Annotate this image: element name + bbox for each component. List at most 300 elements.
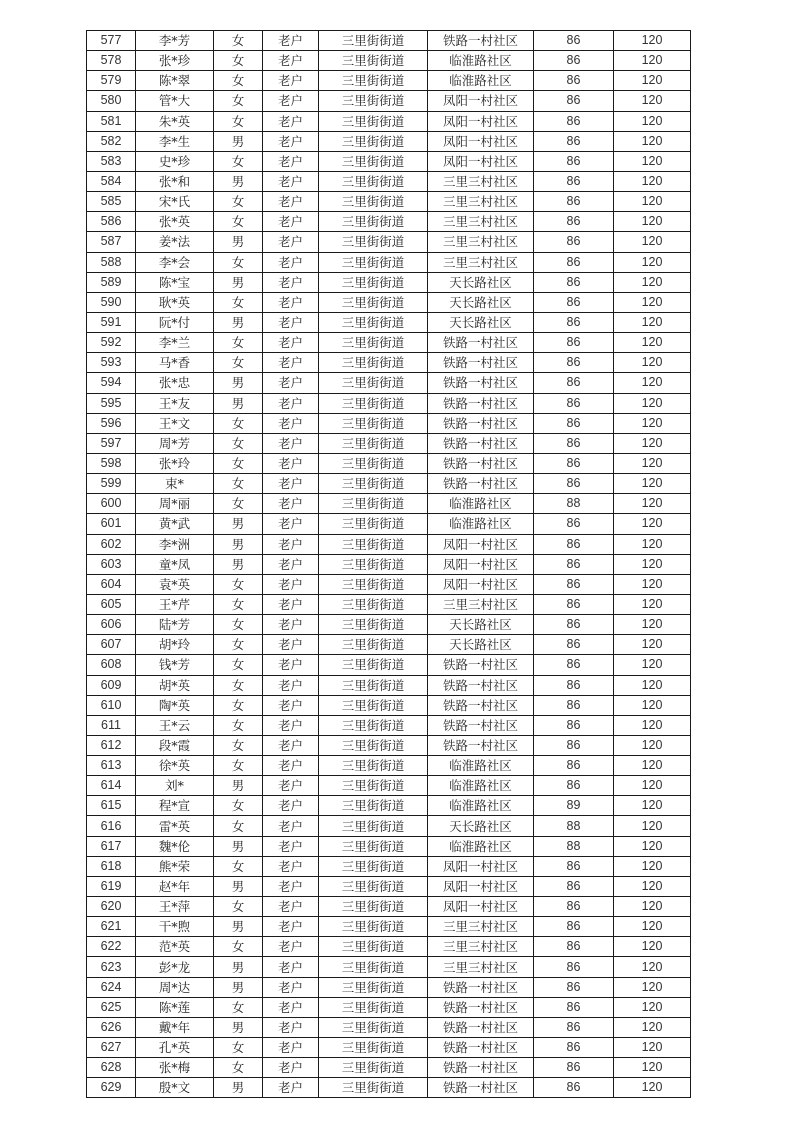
gender-cell: 女 (214, 937, 263, 957)
name-cell: 范*英 (136, 937, 214, 957)
name-cell: 赵*年 (136, 876, 214, 896)
community-cell: 三里三村社区 (428, 594, 534, 614)
name-cell: 熊*荣 (136, 856, 214, 876)
gender-cell: 女 (214, 997, 263, 1017)
amount-cell: 120 (614, 494, 691, 514)
community-cell: 天长路社区 (428, 272, 534, 292)
street-cell: 三里街街道 (319, 756, 428, 776)
name-cell: 张*玲 (136, 453, 214, 473)
name-cell: 李*兰 (136, 333, 214, 353)
row-number-cell: 619 (87, 876, 136, 896)
roster-table (86, 30, 691, 1098)
name-cell: 束* (136, 474, 214, 494)
name-cell: 张*珍 (136, 51, 214, 71)
age-cell: 86 (534, 957, 614, 977)
street-cell: 三里街街道 (319, 574, 428, 594)
community-cell: 天长路社区 (428, 292, 534, 312)
amount-cell: 120 (614, 252, 691, 272)
community-cell: 铁路一村社区 (428, 997, 534, 1017)
age-cell: 86 (534, 31, 614, 51)
community-cell: 三里三村社区 (428, 252, 534, 272)
age-cell: 86 (534, 453, 614, 473)
community-cell: 铁路一村社区 (428, 474, 534, 494)
table-row (87, 695, 691, 715)
gender-cell: 男 (214, 373, 263, 393)
age-cell: 86 (534, 91, 614, 111)
age-cell: 86 (534, 856, 614, 876)
street-cell: 三里街街道 (319, 373, 428, 393)
community-cell: 铁路一村社区 (428, 393, 534, 413)
street-cell: 三里街街道 (319, 252, 428, 272)
street-cell: 三里街街道 (319, 333, 428, 353)
gender-cell: 男 (214, 1017, 263, 1037)
age-cell: 88 (534, 836, 614, 856)
age-cell: 86 (534, 574, 614, 594)
name-cell: 程*宣 (136, 796, 214, 816)
age-cell: 86 (534, 151, 614, 171)
table-row (87, 1078, 691, 1098)
gender-cell: 女 (214, 252, 263, 272)
name-cell: 段*霞 (136, 735, 214, 755)
amount-cell: 120 (614, 312, 691, 332)
row-number-cell: 609 (87, 675, 136, 695)
household-type-cell: 老户 (263, 957, 319, 977)
amount-cell: 120 (614, 71, 691, 91)
name-cell: 干*煦 (136, 917, 214, 937)
amount-cell: 120 (614, 554, 691, 574)
row-number-cell: 610 (87, 695, 136, 715)
household-type-cell: 老户 (263, 151, 319, 171)
age-cell: 86 (534, 212, 614, 232)
table-row (87, 735, 691, 755)
table-row (87, 514, 691, 534)
gender-cell: 女 (214, 433, 263, 453)
table-row (87, 353, 691, 373)
amount-cell: 120 (614, 333, 691, 353)
name-cell: 阮*付 (136, 312, 214, 332)
household-type-cell: 老户 (263, 111, 319, 131)
gender-cell: 男 (214, 1078, 263, 1098)
age-cell: 86 (534, 353, 614, 373)
table-row (87, 836, 691, 856)
street-cell: 三里街街道 (319, 232, 428, 252)
table-row (87, 474, 691, 494)
row-number-cell: 613 (87, 756, 136, 776)
name-cell: 钱*芳 (136, 655, 214, 675)
age-cell: 86 (534, 675, 614, 695)
street-cell: 三里街街道 (319, 957, 428, 977)
street-cell: 三里街街道 (319, 212, 428, 232)
community-cell: 凤阳一村社区 (428, 897, 534, 917)
age-cell: 86 (534, 71, 614, 91)
gender-cell: 女 (214, 675, 263, 695)
street-cell: 三里街街道 (319, 192, 428, 212)
age-cell: 88 (534, 494, 614, 514)
community-cell: 凤阳一村社区 (428, 534, 534, 554)
table-row (87, 635, 691, 655)
table-row (87, 917, 691, 937)
street-cell: 三里街街道 (319, 91, 428, 111)
household-type-cell: 老户 (263, 836, 319, 856)
community-cell: 铁路一村社区 (428, 675, 534, 695)
household-type-cell: 老户 (263, 192, 319, 212)
table-row (87, 554, 691, 574)
street-cell: 三里街街道 (319, 776, 428, 796)
community-cell: 三里三村社区 (428, 171, 534, 191)
household-type-cell: 老户 (263, 171, 319, 191)
age-cell: 86 (534, 917, 614, 937)
name-cell: 周*丽 (136, 494, 214, 514)
table-row (87, 192, 691, 212)
street-cell: 三里街街道 (319, 353, 428, 373)
age-cell: 88 (534, 816, 614, 836)
table-row (87, 534, 691, 554)
household-type-cell: 老户 (263, 212, 319, 232)
household-type-cell: 老户 (263, 796, 319, 816)
name-cell: 耿*英 (136, 292, 214, 312)
table-row (87, 111, 691, 131)
row-number-cell: 618 (87, 856, 136, 876)
gender-cell: 女 (214, 51, 263, 71)
name-cell: 周*达 (136, 977, 214, 997)
gender-cell: 女 (214, 474, 263, 494)
table-row (87, 796, 691, 816)
community-cell: 三里三村社区 (428, 192, 534, 212)
street-cell: 三里街街道 (319, 836, 428, 856)
amount-cell: 120 (614, 192, 691, 212)
household-type-cell: 老户 (263, 554, 319, 574)
age-cell: 86 (534, 554, 614, 574)
community-cell: 临淮路社区 (428, 514, 534, 534)
gender-cell: 女 (214, 816, 263, 836)
row-number-cell: 611 (87, 715, 136, 735)
community-cell: 三里三村社区 (428, 917, 534, 937)
household-type-cell: 老户 (263, 474, 319, 494)
gender-cell: 女 (214, 655, 263, 675)
street-cell: 三里街街道 (319, 635, 428, 655)
row-number-cell: 605 (87, 594, 136, 614)
age-cell: 86 (534, 474, 614, 494)
household-type-cell: 老户 (263, 655, 319, 675)
table-row (87, 876, 691, 896)
name-cell: 李*会 (136, 252, 214, 272)
gender-cell: 男 (214, 876, 263, 896)
street-cell: 三里街街道 (319, 292, 428, 312)
row-number-cell: 608 (87, 655, 136, 675)
age-cell: 86 (534, 433, 614, 453)
street-cell: 三里街街道 (319, 111, 428, 131)
age-cell: 89 (534, 796, 614, 816)
community-cell: 铁路一村社区 (428, 413, 534, 433)
row-number-cell: 586 (87, 212, 136, 232)
row-number-cell: 584 (87, 171, 136, 191)
household-type-cell: 老户 (263, 977, 319, 997)
household-type-cell: 老户 (263, 272, 319, 292)
row-number-cell: 624 (87, 977, 136, 997)
community-cell: 天长路社区 (428, 615, 534, 635)
street-cell: 三里街街道 (319, 171, 428, 191)
household-type-cell: 老户 (263, 856, 319, 876)
gender-cell: 女 (214, 715, 263, 735)
street-cell: 三里街街道 (319, 413, 428, 433)
table-row (87, 977, 691, 997)
name-cell: 陈*翠 (136, 71, 214, 91)
name-cell: 姜*法 (136, 232, 214, 252)
row-number-cell: 587 (87, 232, 136, 252)
name-cell: 张*和 (136, 171, 214, 191)
age-cell: 86 (534, 695, 614, 715)
amount-cell: 120 (614, 393, 691, 413)
street-cell: 三里街街道 (319, 272, 428, 292)
name-cell: 殷*文 (136, 1078, 214, 1098)
gender-cell: 男 (214, 171, 263, 191)
row-number-cell: 596 (87, 413, 136, 433)
community-cell: 天长路社区 (428, 312, 534, 332)
table-row (87, 151, 691, 171)
gender-cell: 男 (214, 554, 263, 574)
household-type-cell: 老户 (263, 594, 319, 614)
table-row (87, 171, 691, 191)
age-cell: 86 (534, 776, 614, 796)
age-cell: 86 (534, 272, 614, 292)
community-cell: 三里三村社区 (428, 957, 534, 977)
name-cell: 陶*英 (136, 695, 214, 715)
gender-cell: 女 (214, 695, 263, 715)
name-cell: 刘* (136, 776, 214, 796)
street-cell: 三里街街道 (319, 917, 428, 937)
age-cell: 86 (534, 413, 614, 433)
amount-cell: 120 (614, 353, 691, 373)
community-cell: 铁路一村社区 (428, 353, 534, 373)
amount-cell: 120 (614, 111, 691, 131)
amount-cell: 120 (614, 1078, 691, 1098)
community-cell: 铁路一村社区 (428, 715, 534, 735)
name-cell: 管*大 (136, 91, 214, 111)
street-cell: 三里街街道 (319, 876, 428, 896)
amount-cell: 120 (614, 997, 691, 1017)
name-cell: 陆*芳 (136, 615, 214, 635)
name-cell: 陈*莲 (136, 997, 214, 1017)
row-number-cell: 594 (87, 373, 136, 393)
name-cell: 童*凤 (136, 554, 214, 574)
name-cell: 彭*龙 (136, 957, 214, 977)
table-row (87, 1038, 691, 1058)
table-row (87, 897, 691, 917)
table-row (87, 776, 691, 796)
table-row (87, 756, 691, 776)
amount-cell: 120 (614, 514, 691, 534)
household-type-cell: 老户 (263, 937, 319, 957)
gender-cell: 女 (214, 31, 263, 51)
name-cell: 胡*英 (136, 675, 214, 695)
community-cell: 天长路社区 (428, 635, 534, 655)
age-cell: 86 (534, 292, 614, 312)
row-number-cell: 595 (87, 393, 136, 413)
amount-cell: 120 (614, 917, 691, 937)
street-cell: 三里街街道 (319, 796, 428, 816)
gender-cell: 女 (214, 796, 263, 816)
street-cell: 三里街街道 (319, 715, 428, 735)
name-cell: 黄*武 (136, 514, 214, 534)
age-cell: 86 (534, 897, 614, 917)
amount-cell: 120 (614, 655, 691, 675)
household-type-cell: 老户 (263, 494, 319, 514)
community-cell: 铁路一村社区 (428, 453, 534, 473)
table-row (87, 51, 691, 71)
name-cell: 宋*氏 (136, 192, 214, 212)
row-number-cell: 629 (87, 1078, 136, 1098)
table-row (87, 655, 691, 675)
table-row (87, 594, 691, 614)
household-type-cell: 老户 (263, 897, 319, 917)
name-cell: 史*珍 (136, 151, 214, 171)
gender-cell: 女 (214, 594, 263, 614)
street-cell: 三里街街道 (319, 655, 428, 675)
row-number-cell: 612 (87, 735, 136, 755)
street-cell: 三里街街道 (319, 997, 428, 1017)
household-type-cell: 老户 (263, 876, 319, 896)
table-row (87, 937, 691, 957)
gender-cell: 男 (214, 393, 263, 413)
street-cell: 三里街街道 (319, 1078, 428, 1098)
street-cell: 三里街街道 (319, 735, 428, 755)
age-cell: 86 (534, 111, 614, 131)
gender-cell: 女 (214, 111, 263, 131)
household-type-cell: 老户 (263, 615, 319, 635)
street-cell: 三里街街道 (319, 977, 428, 997)
gender-cell: 男 (214, 232, 263, 252)
street-cell: 三里街街道 (319, 312, 428, 332)
age-cell: 86 (534, 252, 614, 272)
household-type-cell: 老户 (263, 756, 319, 776)
amount-cell: 120 (614, 937, 691, 957)
community-cell: 铁路一村社区 (428, 1078, 534, 1098)
age-cell: 86 (534, 131, 614, 151)
household-type-cell: 老户 (263, 514, 319, 534)
street-cell: 三里街街道 (319, 554, 428, 574)
age-cell: 86 (534, 373, 614, 393)
street-cell: 三里街街道 (319, 514, 428, 534)
gender-cell: 女 (214, 353, 263, 373)
community-cell: 铁路一村社区 (428, 735, 534, 755)
community-cell: 凤阳一村社区 (428, 574, 534, 594)
row-number-cell: 600 (87, 494, 136, 514)
gender-cell: 女 (214, 735, 263, 755)
household-type-cell: 老户 (263, 393, 319, 413)
table-row (87, 333, 691, 353)
street-cell: 三里街街道 (319, 937, 428, 957)
row-number-cell: 602 (87, 534, 136, 554)
name-cell: 李*生 (136, 131, 214, 151)
street-cell: 三里街街道 (319, 494, 428, 514)
household-type-cell: 老户 (263, 292, 319, 312)
household-type-cell: 老户 (263, 51, 319, 71)
table-row (87, 715, 691, 735)
table-row (87, 373, 691, 393)
street-cell: 三里街街道 (319, 1017, 428, 1037)
row-number-cell: 628 (87, 1058, 136, 1078)
street-cell: 三里街街道 (319, 131, 428, 151)
household-type-cell: 老户 (263, 534, 319, 554)
household-type-cell: 老户 (263, 635, 319, 655)
name-cell: 李*洲 (136, 534, 214, 554)
row-number-cell: 599 (87, 474, 136, 494)
row-number-cell: 590 (87, 292, 136, 312)
amount-cell: 120 (614, 272, 691, 292)
gender-cell: 女 (214, 413, 263, 433)
gender-cell: 女 (214, 453, 263, 473)
street-cell: 三里街街道 (319, 151, 428, 171)
table-row (87, 71, 691, 91)
age-cell: 86 (534, 393, 614, 413)
amount-cell: 120 (614, 1017, 691, 1037)
amount-cell: 120 (614, 715, 691, 735)
amount-cell: 120 (614, 534, 691, 554)
name-cell: 孔*英 (136, 1038, 214, 1058)
household-type-cell: 老户 (263, 373, 319, 393)
amount-cell: 120 (614, 756, 691, 776)
gender-cell: 女 (214, 192, 263, 212)
table-row (87, 292, 691, 312)
name-cell: 张*梅 (136, 1058, 214, 1078)
name-cell: 王*芹 (136, 594, 214, 614)
gender-cell: 男 (214, 957, 263, 977)
table-row (87, 91, 691, 111)
age-cell: 86 (534, 655, 614, 675)
community-cell: 凤阳一村社区 (428, 554, 534, 574)
row-number-cell: 582 (87, 131, 136, 151)
household-type-cell: 老户 (263, 252, 319, 272)
amount-cell: 120 (614, 171, 691, 191)
gender-cell: 女 (214, 574, 263, 594)
gender-cell: 女 (214, 494, 263, 514)
gender-cell: 男 (214, 272, 263, 292)
community-cell: 天长路社区 (428, 816, 534, 836)
name-cell: 袁*英 (136, 574, 214, 594)
row-number-cell: 626 (87, 1017, 136, 1037)
community-cell: 临淮路社区 (428, 756, 534, 776)
age-cell: 86 (534, 192, 614, 212)
community-cell: 铁路一村社区 (428, 1058, 534, 1078)
street-cell: 三里街街道 (319, 51, 428, 71)
amount-cell: 120 (614, 433, 691, 453)
table-row (87, 1017, 691, 1037)
table-row (87, 957, 691, 977)
amount-cell: 120 (614, 574, 691, 594)
table-row (87, 574, 691, 594)
household-type-cell: 老户 (263, 71, 319, 91)
name-cell: 胡*玲 (136, 635, 214, 655)
community-cell: 凤阳一村社区 (428, 111, 534, 131)
street-cell: 三里街街道 (319, 897, 428, 917)
household-type-cell: 老户 (263, 695, 319, 715)
age-cell: 86 (534, 735, 614, 755)
household-type-cell: 老户 (263, 31, 319, 51)
community-cell: 铁路一村社区 (428, 1038, 534, 1058)
age-cell: 86 (534, 1058, 614, 1078)
name-cell: 雷*英 (136, 816, 214, 836)
gender-cell: 男 (214, 534, 263, 554)
age-cell: 86 (534, 997, 614, 1017)
gender-cell: 女 (214, 1058, 263, 1078)
table-row (87, 312, 691, 332)
row-number-cell: 622 (87, 937, 136, 957)
table-row (87, 615, 691, 635)
community-cell: 三里三村社区 (428, 232, 534, 252)
row-number-cell: 607 (87, 635, 136, 655)
household-type-cell: 老户 (263, 433, 319, 453)
gender-cell: 女 (214, 151, 263, 171)
